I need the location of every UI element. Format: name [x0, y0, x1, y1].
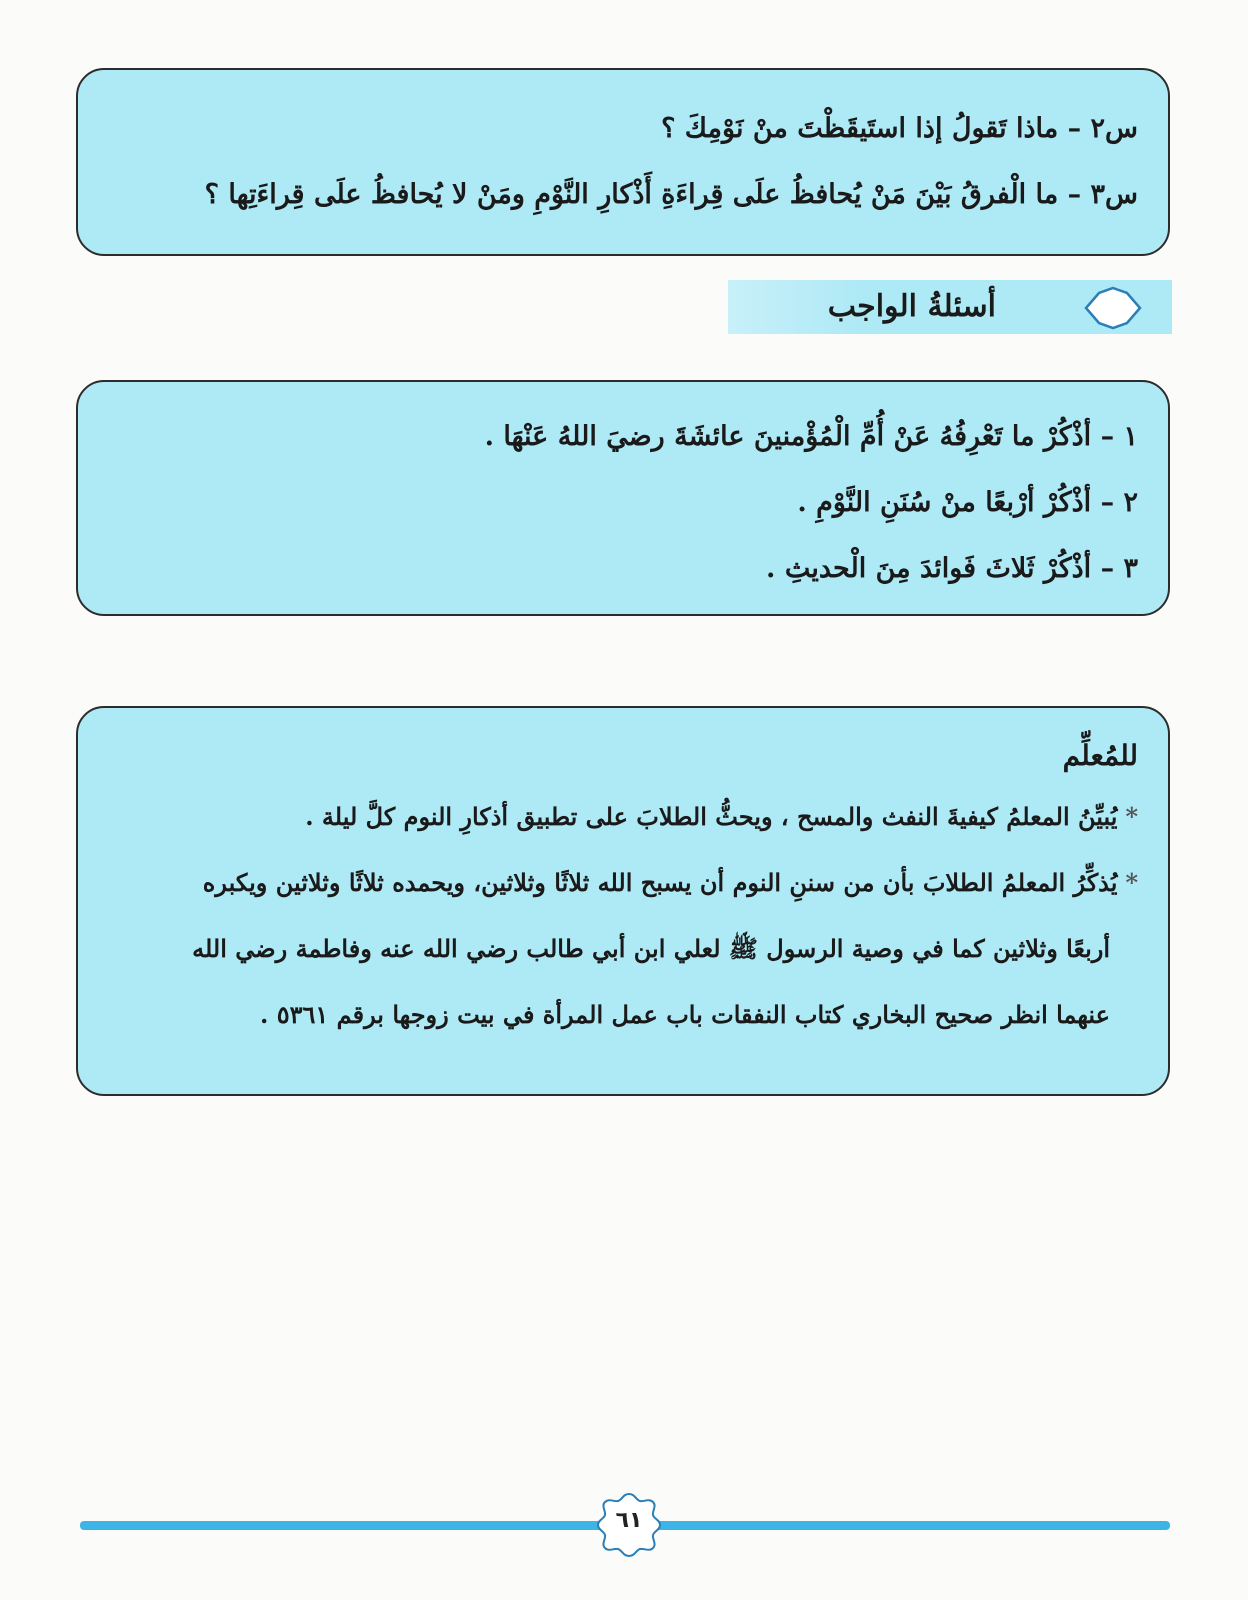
teacher-note-1-text: يُبيِّنُ المعلمُ كيفيةَ النفث والمسح ، ويحثُّ الطلابَ على تطبيق أذكارِ النوم كلَّ ليلة .: [305, 802, 1118, 831]
teacher-note-1: [108, 784, 1138, 850]
bullet-icon: *: [1125, 802, 1138, 831]
homework-title: أسئلةُ الواجب: [827, 289, 996, 324]
homework-item-2: ٢ – أذْكُرْ أرْبعًا منْ سُنَنِ النَّوْمِ .: [797, 487, 1138, 518]
question-2: س٢ – ماذا تَقولُ إذا استَيقَظْتَ منْ نَوْمِكَ ؟: [661, 113, 1138, 144]
teacher-note-2-line-1: [108, 850, 1138, 916]
teacher-note-2-line-2: أربعًا وثلاثين كما في وصية الرسول ﷺ لعلي ابن أبي طالب رضي الله عنه وفاطمة رضي الله: [192, 934, 1110, 963]
teacher-note-2-text-1: يُذكِّرُ المعلمُ الطلابَ بأن من سننِ النوم أن يسبح الله ثلاثًا وثلاثين، ويحمده ثلاثًا وثلاثين ويكبره: [202, 868, 1118, 897]
review-questions-box: [76, 68, 1170, 256]
teacher-note-2-line-3: عنهما انظر صحيح البخاري كتاب النفقات باب عمل المرأة في بيت زوجها برقم ٥٣٦١ .: [259, 1000, 1110, 1029]
octagon-star-icon: [1082, 286, 1144, 330]
homework-box: [76, 380, 1170, 616]
teacher-notes-box: [76, 706, 1170, 1096]
page-number: ٦١: [615, 1508, 643, 1533]
question-3: س٣ – ما الْفرقُ بَيْنَ مَنْ يُحافظُ علَى قِراءَةِ أَذْكارِ النَّوْمِ ومَنْ لا يُحافظُ علَى قِراءَتِها ؟: [204, 179, 1138, 210]
homework-section-header: [728, 280, 1172, 334]
homework-item-1: ١ – أذْكُرْ ما تَعْرِفُهُ عَنْ أُمِّ الْمُؤْمنينَ عائشَةَ رضيَ اللهُ عَنْهَا .: [484, 421, 1138, 452]
teacher-title: للمُعلِّم: [1062, 739, 1138, 772]
bullet-icon: *: [1125, 868, 1138, 897]
homework-item-3: ٣ – أذْكُرْ ثَلاثَ فَوائدَ مِنَ الْحديثِ .: [766, 553, 1138, 584]
